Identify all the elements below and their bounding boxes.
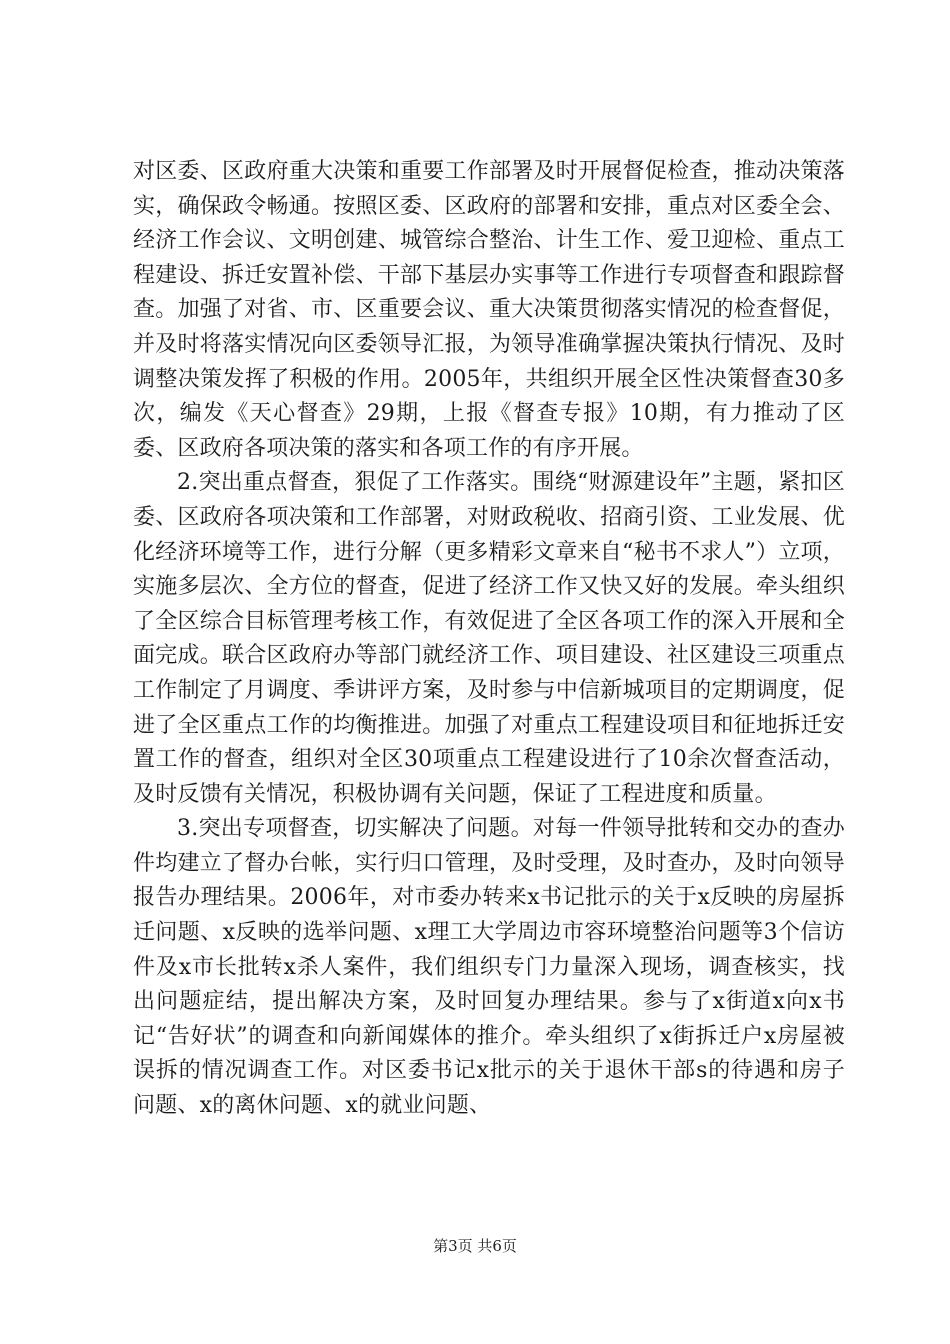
page-number-footer: 第3页 共6页 [433,1237,517,1255]
paragraph-key-supervision: 2.突出重点督查，狠促了工作落实。围绕“财源建设年”主题，紧扣区委、区政府各项决策和工作部署，对财政税收、招商引资、工业发展、优化经济环境等工作，进行分解（更多精彩文章来自“秘书不求人”）立项，实施多层次、全方位的督查，促进了经济工作又快又好的发展。牵头组织了全区综合目标管理考核工作，有效促进了全区各项工作的深入开展和全面完成。联合区政府办等部门就经济工作、项目建设、社区建设三项重点工作制定了月调度、季讲评方案，及时参与中信新城项目的定期调度，促进了全区重点工作的均衡推进。加强了对重点工程建设项目和征地拆迁安置工作的督查，组织对全区30项重点工程建设进行了10余次督查活动，及时反馈有关情况，积极协调有关问题，保证了工程进度和质量。 [133,470,845,807]
paragraph-special-supervision: 3.突出专项督查，切实解决了问题。对每一件领导批转和交办的查办件均建立了督办台帐，实行归口管理，及时受理，及时查办，及时向领导报告办理结果。2006年，对市委办转来x书记批示的关于x反映的房屋拆迁问题、x反映的选举问题、x理工大学周边市容环境整治问题等3个信访件及x市长批转x杀人案件，我们组织专门力量深入现场，调查核实，找出问题症结，提出解决方案，及时回复办理结果。参与了x街道x向x书记“告好状”的调查和向新闻媒体的推介。牵头组织了x街拆迁户x房屋被误拆的情况调查工作。对区委书记x批示的关于退休干部s的待遇和房子问题、x的离休问题、x的就业问题、 [133,816,845,1119]
document-body [133,155,845,1124]
paragraph-continuation: 对区委、区政府重大决策和重要工作部署及时开展督促检查，推动决策落实，确保政令畅通。按照区委、区政府的部署和安排，重点对区委全会、经济工作会议、文明创建、城管综合整治、计生工作、爱卫迎检、重点工程建设、拆迁安置补偿、干部下基层办实事等工作进行专项督查和跟踪督查。加强了对省、市、区重要会议、重大决策贯彻落实情况的检查督促，并及时将落实情况向区委领导汇报，为领导准确掌握决策执行情况、及时调整决策发挥了积极的作用。2005年，共组织开展全区性决策督查30多次，编发《天心督查》29期，上报《督查专报》10期，有力推动了区委、区政府各项决策的落实和各项工作的有序开展。 [133,159,845,461]
